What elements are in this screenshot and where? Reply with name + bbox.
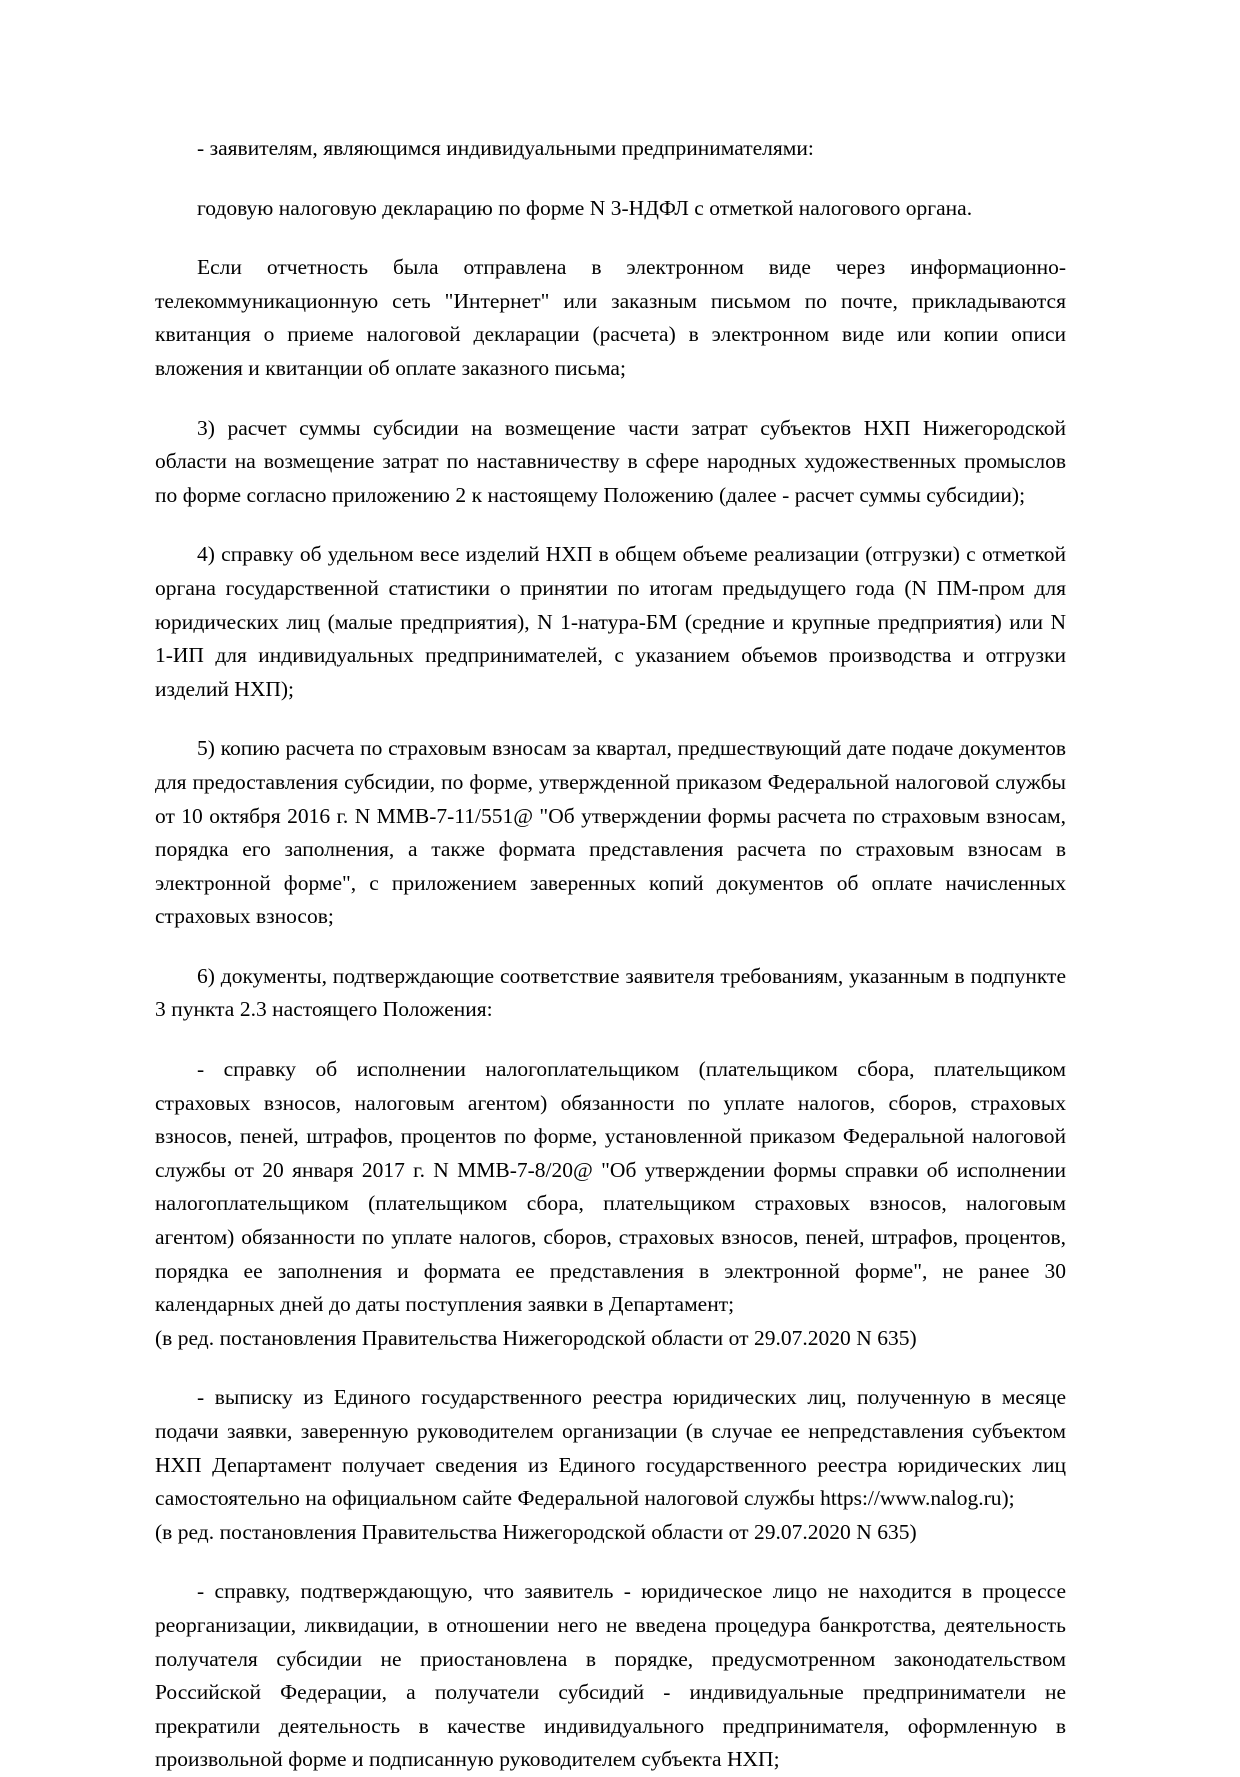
paragraph-electronic-reporting: Если отчетность была отправлена в электронном виде через информационно-телекоммуникационную сеть "Интернет" или заказным письмом по почте, прикладываются квитанция о приеме налоговой декларации (расчета) в электронном виде или копии описи вложения и квитанции об оплате заказного письма; — [155, 255, 1066, 380]
paragraph-subitem-tax-compliance-certificate: - справку об исполнении налогоплательщиком (плательщиком сбора, плательщиком страховых взносов, налоговым агентом) обязанности по уплате налогов, сборов, страховых взносов, пеней, штрафов, процентов по форме, установленной приказом Федеральной налоговой службы от 20 января 2017 г. N ММВ-7-8/20@ "Об утверждении формы справки об исполнении налогоплательщиком (плательщиком сбора, плательщиком страховых взносов, налоговым агентом) обязанности по уплате налогов, сборов, страховых взносов, пеней, штрафов, процентов, порядка ее заполнения и формата ее представления в электронной форме", не ранее 30 календарных дней до даты поступления заявки в Департамент; — [155, 1057, 1066, 1317]
paragraph-citation-2: (в ред. постановления Правительства Нижегородской области от 29.07.2020 N 635) — [155, 1519, 917, 1544]
paragraph-citation-1: (в ред. постановления Правительства Нижегородской области от 29.07.2020 N 635) — [155, 1325, 917, 1350]
paragraph-item-5-insurance-contributions-copy: 5) копию расчета по страховым взносам за квартал, предшествующий дате подаче документов для предоставления субсидии, по форме, утвержденной приказом Федеральной налоговой службы от 10 октября 2016 г. N ММВ-7-11/551@ "Об утверждении формы расчета по страховым взносам, порядка его заполнения, а также формата представления расчета по страховым взносам в электронной форме", с приложением заверенных копий документов об оплате начисленных страховых взносов; — [155, 736, 1066, 929]
paragraph-subitem-egrul-extract: - выписку из Единого государственного реестра юридических лиц, полученную в месяце подачи заявки, заверенную руководителем организации (в случае ее непредставления субъектом НХП Департамент получает сведения из Единого государственного реестра юридических лиц самостоятельно на официальном сайте Федеральной налоговой службы https://www.nalog.ru); — [155, 1385, 1066, 1511]
paragraph-item-4-share-certificate: 4) справку об удельном весе изделий НХП в общем объеме реализации (отгрузки) с отметкой органа государственной статистики о принятии по итогам предыдущего года (N ПМ-пром для юридических лиц (малые предприятия), N 1-натура-БМ (средние и крупные предприятия) или N 1-ИП для индивидуальных предпринимателей, с указанием объемов производства и отгрузки изделий НХП); — [155, 542, 1066, 701]
paragraph-applicants-individual-entrepreneurs: - заявителям, являющимся индивидуальными предпринимателями: — [197, 136, 814, 160]
paragraph-item-3-subsidy-calculation: 3) расчет суммы субсидии на возмещение части затрат субъектов НХП Нижегородской области на возмещение затрат по наставничеству в сфере народных художественных промыслов по форме согласно приложению 2 к настоящему Положению (далее - расчет суммы субсидии); — [155, 415, 1066, 507]
paragraph-item-6-compliance-documents: 6) документы, подтверждающие соответствие заявителя требованиям, указанным в подпункте 3 пункта 2.3 настоящего Положения: — [155, 963, 1066, 1022]
paragraph-subitem-no-liquidation-certificate: - справку, подтверждающую, что заявитель - юридическое лицо не находится в процессе реорганизации, ликвидации, в отношении него не введена процедура банкротства, деятельность получателя субсидии не приостановлена в порядке, предусмотренном законодательством Российской Федерации, а получатели субсидий - индивидуальные предприниматели не прекратили деятельность в качестве индивидуального предпринимателя, оформленную в произвольной форме и подписанную руководителем субъекта НХП; — [155, 1579, 1066, 1772]
paragraph-annual-tax-declaration: годовую налоговую декларацию по форме N 3-НДФЛ с отметкой налогового органа. — [197, 195, 973, 220]
document-body — [155, 132, 1066, 1777]
